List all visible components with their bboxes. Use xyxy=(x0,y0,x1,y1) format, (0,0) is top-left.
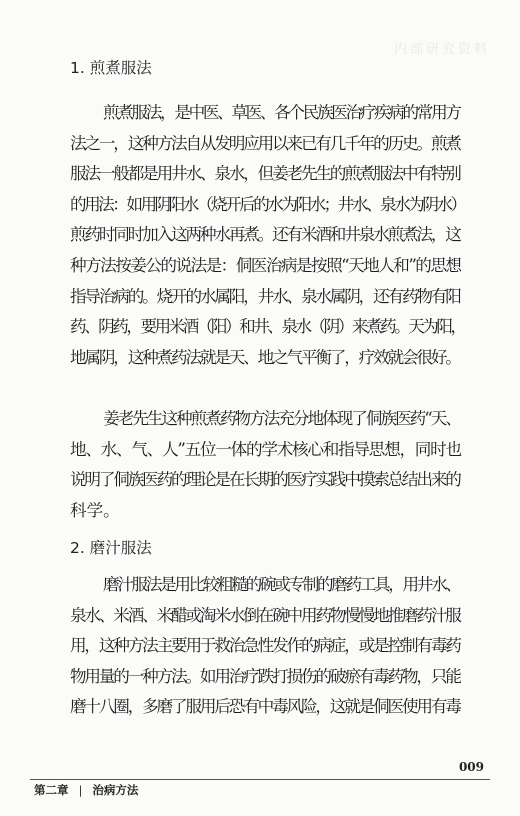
text-line: 物用量的一种方法。如用治疗跌打损伤的破瘀有毒药物，只能 xyxy=(70,666,460,686)
text-line: 的用法：如用阴阳水（烧开后的水为阳水；井水、泉水为阴水） xyxy=(70,194,465,214)
footer-separator: | xyxy=(78,783,83,797)
chapter-title: 治病方法 xyxy=(92,783,139,797)
text-line: 泉水、米酒、米醋或淘米水倒在碗中用药物慢慢地推磨药汁服 xyxy=(70,605,460,625)
text-line: 服法一般都是用井水、泉水，但姜老先生的煎煮服法中有特别 xyxy=(70,164,460,184)
text-line: 科学。 xyxy=(70,500,120,520)
text-line: 种方法按姜公的说法是：侗医治病是按照“天地人和”的思想 xyxy=(70,255,461,275)
text-line: 法之一，这种方法自从发明应用以来已有几千年的历史。煎煮 xyxy=(70,133,460,153)
text-line: 指导治病的。烧开的水属阳，井水、泉水属阴，还有药物有阳 xyxy=(70,286,460,306)
faint-watermark: 内部研究资料 xyxy=(393,42,490,57)
text-line: 磨汁服法是用比较粗糙的碗或专制的磨药工具，用井水、 xyxy=(103,575,460,594)
text-line: 用，这种方法主要用于救治急性发作的病症，或是控制有毒药 xyxy=(70,636,460,656)
page-number: 009 xyxy=(458,760,484,774)
text-line: 药、阴药，要用米酒（阳）和井、泉水（阴）来煮药。天为阳， xyxy=(70,317,465,337)
footer-divider xyxy=(30,779,490,780)
text-line: 煎药时同时加入这两种水再煮。还有米酒和井泉水煎煮法，这 xyxy=(70,225,460,245)
section-heading-grinding: 2. 磨汁服法 xyxy=(70,539,152,557)
running-footer xyxy=(34,783,138,797)
text-line: 姜老先生这种煎煮药物方法充分地体现了侗族医药“天、 xyxy=(103,409,460,428)
text-line: 地、水、气、人”五位一体的学术核心和指导思想，同时也 xyxy=(70,439,461,459)
text-line: 说明了侗族医药的理论是在长期的医疗实践中摸索总结出来的 xyxy=(70,470,460,490)
text-line: 磨十八圈，多磨了服用后恐有中毒风险，这就是侗医使用有毒 xyxy=(70,697,460,717)
paragraph-grinding-method xyxy=(70,570,470,723)
section-heading-decoction: 1. 煎煮服法 xyxy=(70,59,152,77)
text-line: 煎煮服法，是中医、草医、各个民族医治疗疾病的常用方 xyxy=(103,103,460,122)
chapter-label: 第二章 xyxy=(34,783,69,797)
paragraph-jiang-method-summary xyxy=(70,404,470,526)
text-line: 地属阴，这种煮药法就是天、地之气平衡了，疗效就会很好。 xyxy=(70,347,460,367)
paragraph-decoction-method xyxy=(70,98,470,373)
